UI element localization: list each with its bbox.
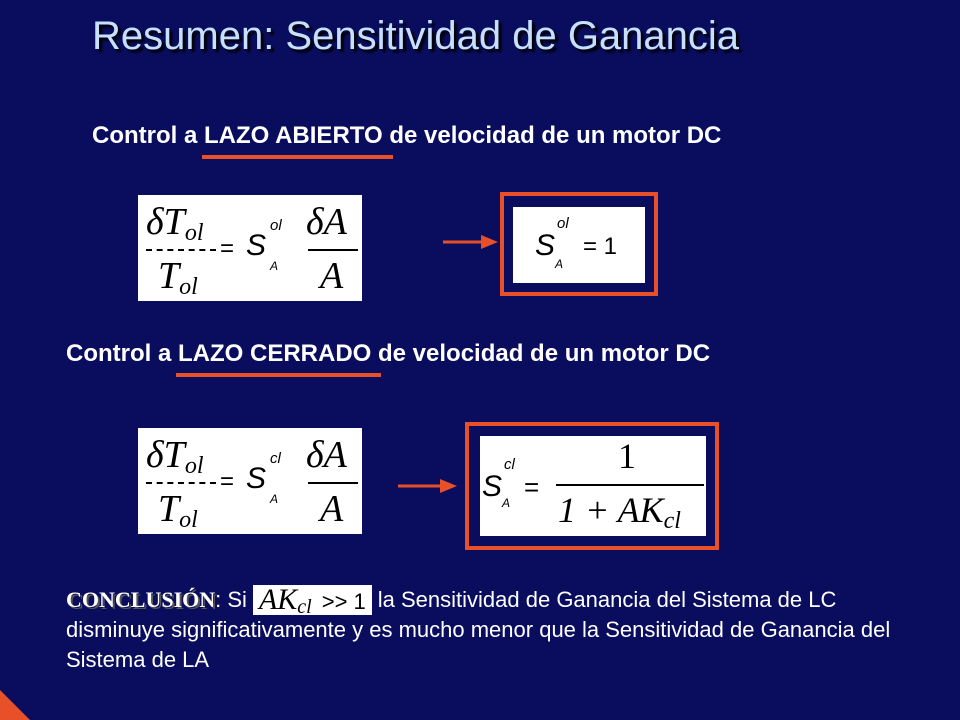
conclusion-paragraph (66, 585, 926, 675)
conclusion-label: CONCLUSIÓN (66, 587, 216, 612)
eq-right-numerator: δA (306, 434, 347, 476)
eq-right-numerator: δA (306, 201, 347, 243)
open-loop-equation (138, 195, 362, 301)
fraction-line (146, 249, 216, 251)
corner-decoration (0, 690, 30, 720)
conclusion-colon: : Si (215, 587, 247, 612)
open-loop-emph: LAZO ABIERTO (204, 122, 383, 149)
result-sensitivity-sup: cl (504, 456, 515, 473)
open-loop-heading (92, 122, 721, 150)
sensitivity-sup: ol (270, 217, 282, 234)
sensitivity-sup: cl (270, 450, 281, 467)
conclusion-text: la Sensitividad de Ganancia del Sistema de LC disminuye significativamente y es mucho menor que la Sensitividad de Ganancia del Sistema de LA (66, 587, 891, 672)
result-sensitivity-sub: A (502, 496, 511, 510)
closed-loop-result (480, 436, 706, 536)
eq-denominator: $T_{ol}$ (158, 255, 198, 300)
open-loop-post: de velocidad de un motor DC (382, 122, 722, 149)
sensitivity-sub: A (270, 259, 279, 273)
open-loop-pre: Control a (92, 122, 204, 149)
result-sensitivity-symbol: S (535, 229, 556, 262)
equals-sign: = (220, 468, 235, 495)
result-equals: = (524, 472, 540, 502)
result-sensitivity-sup: ol (557, 215, 569, 232)
condition-rel: >> 1 (321, 589, 366, 614)
arrow-right-icon (398, 474, 458, 498)
closed-loop-post: de velocidad de un motor DC (371, 340, 711, 367)
result-numerator: 1 (618, 436, 636, 476)
fraction-line-right (308, 249, 358, 251)
open-loop-result (513, 207, 645, 283)
eq-numerator: $\delta T_{ol}$ (146, 201, 204, 246)
eq-numerator: $\delta T_{ol}$ (146, 434, 204, 479)
fraction-line-right (308, 482, 358, 484)
result-sensitivity-symbol: S (482, 470, 503, 503)
result-denominator: $1 + AK_{cl}$ (558, 490, 681, 534)
eq-right-denominator: A (320, 488, 344, 530)
fraction-line (146, 482, 216, 484)
condition-expr: AKcl (258, 583, 312, 618)
eq-denominator: $T_{ol}$ (158, 488, 198, 533)
closed-loop-heading (66, 340, 710, 368)
sensitivity-symbol: S (246, 462, 267, 495)
page-title: Resumen: Sensitividad de Ganancia (92, 14, 740, 58)
closed-loop-emph: LAZO CERRADO (178, 340, 372, 367)
result-fraction-line (556, 484, 704, 486)
result-value: = 1 (583, 233, 618, 260)
closed-loop-pre: Control a (66, 340, 178, 367)
closed-loop-equation (138, 428, 362, 534)
result-sensitivity-sub: A (555, 257, 564, 271)
conclusion-condition (253, 583, 372, 618)
sensitivity-symbol: S (246, 229, 267, 262)
arrow-right-icon (443, 230, 499, 254)
eq-right-denominator: A (320, 255, 344, 297)
sensitivity-sub: A (270, 492, 279, 506)
equals-sign: = (220, 235, 235, 262)
